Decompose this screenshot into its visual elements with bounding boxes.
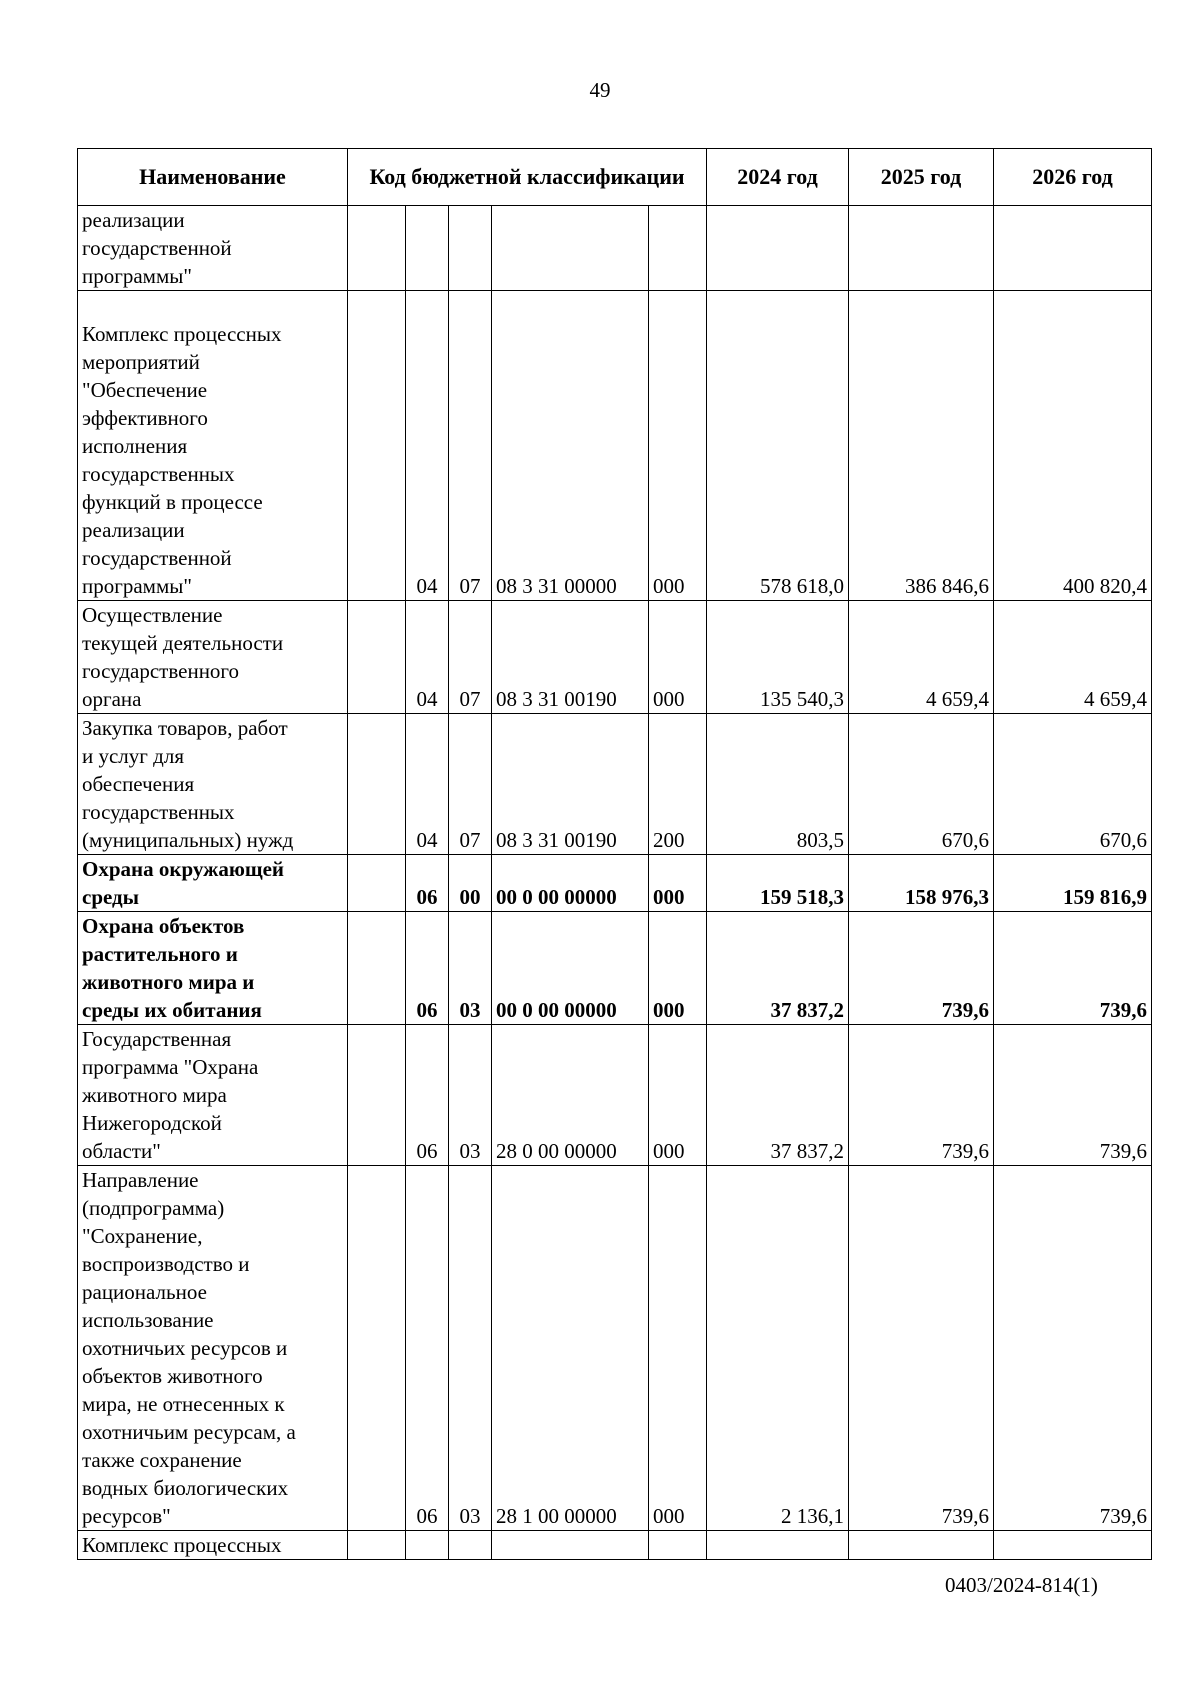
row-section: 06 bbox=[406, 1025, 449, 1166]
row-target-article: 28 0 00 00000 bbox=[492, 1025, 649, 1166]
header-year-2025: 2025 год bbox=[849, 149, 994, 206]
row-value-2025: 158 976,3 bbox=[849, 855, 994, 912]
row-name: Комплекс процессных мероприятий "Обеспечение эффективного исполнения государственных функций в процессе реализации государственной программы" bbox=[78, 291, 348, 601]
row-empty-cell bbox=[348, 1166, 406, 1531]
row-subsection: 07 bbox=[449, 714, 492, 855]
table-row bbox=[78, 206, 1152, 291]
row-value-2024: 803,5 bbox=[707, 714, 849, 855]
row-value-2025: 4 659,4 bbox=[849, 601, 994, 714]
row-target-article: 28 1 00 00000 bbox=[492, 1166, 649, 1531]
row-value-2026: 739,6 bbox=[994, 912, 1152, 1025]
row-target-article: 08 3 31 00000 bbox=[492, 291, 649, 601]
row-value-2026: 4 659,4 bbox=[994, 601, 1152, 714]
row-empty-cell bbox=[348, 1025, 406, 1166]
row-target-article bbox=[492, 1531, 649, 1560]
row-subsection: 00 bbox=[449, 855, 492, 912]
row-value-2026: 739,6 bbox=[994, 1166, 1152, 1531]
page-number: 49 bbox=[589, 78, 611, 102]
document-id: 0403/2024-814(1) bbox=[945, 1573, 1098, 1597]
row-subsection: 03 bbox=[449, 912, 492, 1025]
row-section: 04 bbox=[406, 601, 449, 714]
row-empty-cell bbox=[348, 1531, 406, 1560]
row-target-article bbox=[492, 206, 649, 291]
row-expense-type: 200 bbox=[649, 714, 707, 855]
row-value-2026: 159 816,9 bbox=[994, 855, 1152, 912]
table-row bbox=[78, 1025, 1152, 1166]
row-value-2026: 670,6 bbox=[994, 714, 1152, 855]
row-target-article: 00 0 00 00000 bbox=[492, 855, 649, 912]
header-year-2026: 2026 год bbox=[994, 149, 1152, 206]
row-value-2024: 37 837,2 bbox=[707, 912, 849, 1025]
row-empty-cell bbox=[348, 912, 406, 1025]
row-value-2025: 739,6 bbox=[849, 912, 994, 1025]
row-name: Комплекс процессных bbox=[78, 1531, 348, 1560]
row-name: Осуществление текущей деятельности государственного органа bbox=[78, 601, 348, 714]
row-subsection bbox=[449, 206, 492, 291]
row-subsection: 07 bbox=[449, 291, 492, 601]
header-year-2024: 2024 год bbox=[707, 149, 849, 206]
table-row bbox=[78, 291, 1152, 601]
row-expense-type: 000 bbox=[649, 1166, 707, 1531]
row-target-article: 08 3 31 00190 bbox=[492, 714, 649, 855]
row-name: Закупка товаров, работ и услуг для обеспечения государственных (муниципальных) нужд bbox=[78, 714, 348, 855]
row-value-2026: 400 820,4 bbox=[994, 291, 1152, 601]
row-value-2026 bbox=[994, 206, 1152, 291]
row-value-2025 bbox=[849, 1531, 994, 1560]
header-name: Наименование bbox=[78, 149, 348, 206]
row-value-2025 bbox=[849, 206, 994, 291]
row-expense-type: 000 bbox=[649, 855, 707, 912]
row-value-2024: 37 837,2 bbox=[707, 1025, 849, 1166]
row-value-2025: 739,6 bbox=[849, 1025, 994, 1166]
row-subsection: 03 bbox=[449, 1025, 492, 1166]
table-header-row bbox=[78, 149, 1152, 206]
row-expense-type: 000 bbox=[649, 912, 707, 1025]
row-expense-type bbox=[649, 206, 707, 291]
table-row-subsection-total bbox=[78, 912, 1152, 1025]
row-section bbox=[406, 206, 449, 291]
table-row bbox=[78, 1166, 1152, 1531]
table-row bbox=[78, 714, 1152, 855]
table-row-section-total bbox=[78, 855, 1152, 912]
row-value-2025: 739,6 bbox=[849, 1166, 994, 1531]
row-value-2025: 670,6 bbox=[849, 714, 994, 855]
budget-table bbox=[77, 148, 1152, 1560]
row-value-2024: 135 540,3 bbox=[707, 601, 849, 714]
row-expense-type: 000 bbox=[649, 601, 707, 714]
table-row bbox=[78, 1531, 1152, 1560]
row-value-2026 bbox=[994, 1531, 1152, 1560]
row-name: реализации государственной программы" bbox=[78, 206, 348, 291]
row-target-article: 08 3 31 00190 bbox=[492, 601, 649, 714]
row-value-2024: 159 518,3 bbox=[707, 855, 849, 912]
row-section: 04 bbox=[406, 291, 449, 601]
row-empty-cell bbox=[348, 714, 406, 855]
row-value-2024 bbox=[707, 206, 849, 291]
row-value-2025: 386 846,6 bbox=[849, 291, 994, 601]
row-section: 06 bbox=[406, 1166, 449, 1531]
row-subsection: 03 bbox=[449, 1166, 492, 1531]
header-budget-code: Код бюджетной классификации bbox=[348, 149, 707, 206]
row-target-article: 00 0 00 00000 bbox=[492, 912, 649, 1025]
row-expense-type: 000 bbox=[649, 1025, 707, 1166]
table-row bbox=[78, 601, 1152, 714]
row-empty-cell bbox=[348, 291, 406, 601]
row-expense-type bbox=[649, 1531, 707, 1560]
row-subsection: 07 bbox=[449, 601, 492, 714]
row-empty-cell bbox=[348, 206, 406, 291]
row-name: Направление (подпрограмма) "Сохранение, воспроизводство и рациональное использование охотничьих ресурсов и объектов животного мира, не отнесенных к охотничьим ресурсам, а также сохранение водных биологических ресурсов" bbox=[78, 1166, 348, 1531]
row-name: Охрана окружающей среды bbox=[78, 855, 348, 912]
row-value-2024: 578 618,0 bbox=[707, 291, 849, 601]
row-section bbox=[406, 1531, 449, 1560]
row-value-2024 bbox=[707, 1531, 849, 1560]
row-expense-type: 000 bbox=[649, 291, 707, 601]
row-section: 06 bbox=[406, 855, 449, 912]
row-name: Государственная программа "Охрана животного мира Нижегородской области" bbox=[78, 1025, 348, 1166]
row-name: Охрана объектов растительного и животного мира и среды их обитания bbox=[78, 912, 348, 1025]
row-value-2024: 2 136,1 bbox=[707, 1166, 849, 1531]
row-section: 06 bbox=[406, 912, 449, 1025]
row-empty-cell bbox=[348, 601, 406, 714]
row-empty-cell bbox=[348, 855, 406, 912]
row-section: 04 bbox=[406, 714, 449, 855]
row-subsection bbox=[449, 1531, 492, 1560]
row-value-2026: 739,6 bbox=[994, 1025, 1152, 1166]
